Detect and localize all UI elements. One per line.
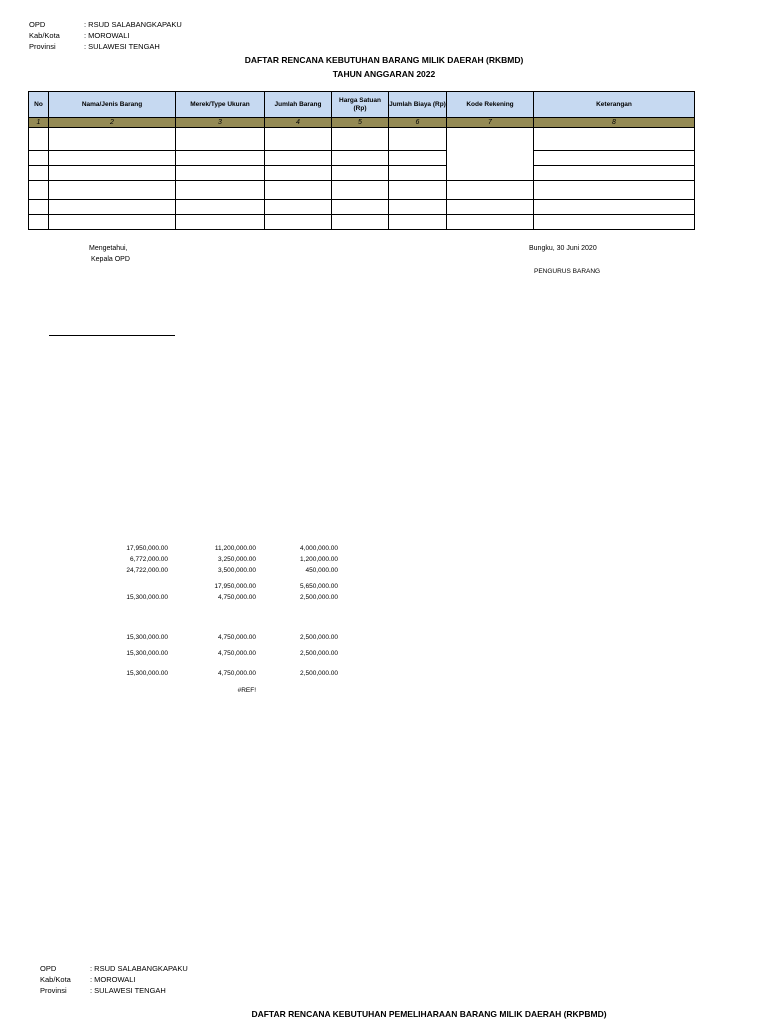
table-cell — [389, 215, 447, 230]
table-cell — [534, 200, 695, 215]
table-cell — [447, 128, 534, 181]
table-cell — [265, 181, 332, 200]
table-cell — [29, 128, 49, 151]
table-cell — [332, 166, 389, 181]
table-cell — [534, 151, 695, 166]
meta-label: OPD — [29, 20, 46, 29]
signature-line — [49, 335, 175, 336]
table-cell — [332, 151, 389, 166]
figure-value: 2,500,000.00 — [300, 650, 338, 657]
table-cell — [49, 166, 176, 181]
col-header: Keterangan — [534, 92, 695, 118]
figure-value: 24,722,000.00 — [126, 567, 168, 574]
meta-row-kabkota — [40, 974, 188, 985]
footer-meta — [40, 963, 188, 996]
table-cell — [534, 181, 695, 200]
col-number: 7 — [447, 118, 534, 128]
figure-value: 4,750,000.00 — [218, 594, 256, 601]
table-cell — [389, 200, 447, 215]
figure-value: 11,200,000.00 — [214, 545, 256, 552]
meta-value: : MOROWALI — [84, 31, 130, 40]
figure-value: 4,000,000.00 — [300, 545, 338, 552]
figure-value: 450,000.00 — [305, 567, 338, 574]
table-cell — [389, 151, 447, 166]
table-cell — [29, 181, 49, 200]
figure-value: 17,950,000.00 — [126, 545, 168, 552]
figure-value: 3,250,000.00 — [218, 556, 256, 563]
table-cell — [265, 166, 332, 181]
table-cell — [534, 128, 695, 151]
figure-value: 15,300,000.00 — [126, 594, 168, 601]
figure-value: 2,500,000.00 — [300, 670, 338, 677]
meta-value: : MOROWALI — [90, 975, 136, 984]
meta-label: Provinsi — [40, 986, 67, 995]
table-cell — [332, 215, 389, 230]
col-header: Jumlah Barang — [265, 92, 332, 118]
meta-value: : RSUD SALABANGKAPAKU — [90, 964, 188, 973]
table-row — [29, 128, 695, 151]
meta-label: OPD — [40, 964, 57, 973]
footer-title: DAFTAR RENCANA KEBUTUHAN PEMELIHARAAN BARANG MILIK DAERAH (RKPBMD) — [251, 1009, 607, 1019]
table-cell — [332, 181, 389, 200]
meta-row-provinsi — [40, 985, 188, 996]
col-header: Jumlah Biaya (Rp) — [389, 92, 447, 118]
table-cell — [389, 166, 447, 181]
ref-error: #REF! — [237, 687, 256, 694]
table-cell — [176, 181, 265, 200]
figure-value: 2,500,000.00 — [300, 594, 338, 601]
table-row — [29, 151, 695, 166]
table-cell — [332, 200, 389, 215]
col-header: Nama/Jenis Barang — [49, 92, 176, 118]
rkbmd-table — [28, 91, 695, 230]
table-cell — [389, 181, 447, 200]
table-cell — [176, 128, 265, 151]
figure-value: 15,300,000.00 — [126, 650, 168, 657]
table-cell — [29, 200, 49, 215]
col-header: Harga Satuan (Rp) — [332, 92, 389, 118]
figure-value: 17,950,000.00 — [214, 583, 256, 590]
table-cell — [332, 128, 389, 151]
table-cell — [389, 128, 447, 151]
table-cell — [534, 166, 695, 181]
meta-value: : RSUD SALABANGKAPAKU — [84, 20, 182, 29]
document-subtitle: TAHUN ANGGARAN 2022 — [332, 69, 436, 79]
document-title: DAFTAR RENCANA KEBUTUHAN BARANG MILIK DAERAH (RKBMD) — [244, 55, 524, 65]
meta-value: : SULAWESI TENGAH — [84, 42, 160, 51]
table-header-row — [29, 92, 695, 118]
table-cell — [29, 151, 49, 166]
col-header: No — [29, 92, 49, 118]
col-header: Kode Rekening — [447, 92, 534, 118]
col-header: Merek/Type Ukuran — [176, 92, 265, 118]
column-number-row — [29, 118, 695, 128]
meta-label: Kab/Kota — [40, 975, 71, 984]
table-cell — [447, 181, 534, 200]
col-number: 6 — [389, 118, 447, 128]
meta-value: : SULAWESI TENGAH — [90, 986, 166, 995]
figure-value: 5,650,000.00 — [300, 583, 338, 590]
figure-value: 3,500,000.00 — [218, 567, 256, 574]
table-cell — [49, 215, 176, 230]
table-cell — [265, 151, 332, 166]
table-cell — [49, 128, 176, 151]
table-cell — [447, 215, 534, 230]
table-row — [29, 166, 695, 181]
col-number: 3 — [176, 118, 265, 128]
table-cell — [176, 151, 265, 166]
table-cell — [534, 215, 695, 230]
table-cell — [29, 166, 49, 181]
col-number: 4 — [265, 118, 332, 128]
meta-row-kabkota — [29, 30, 182, 41]
figure-value: 4,750,000.00 — [218, 670, 256, 677]
table-cell — [265, 128, 332, 151]
meta-label: Kab/Kota — [29, 31, 60, 40]
meta-label: Provinsi — [29, 42, 56, 51]
meta-row-provinsi — [29, 41, 182, 52]
table-row — [29, 200, 695, 215]
figure-value: 4,750,000.00 — [218, 634, 256, 641]
col-number: 2 — [49, 118, 176, 128]
figure-value: 15,300,000.00 — [126, 670, 168, 677]
table-cell — [29, 215, 49, 230]
table-cell — [49, 200, 176, 215]
property-manager-label: PENGURUS BARANG — [534, 268, 601, 275]
table-cell — [49, 181, 176, 200]
figure-value: 4,750,000.00 — [218, 650, 256, 657]
table-row — [29, 181, 695, 200]
figure-value: 2,500,000.00 — [300, 634, 338, 641]
table-cell — [265, 215, 332, 230]
table-cell — [176, 215, 265, 230]
col-number: 5 — [332, 118, 389, 128]
meta-row-opd — [40, 963, 188, 974]
head-of-opd-label: Kepala OPD — [91, 256, 130, 263]
table-cell — [447, 200, 534, 215]
table-cell — [176, 200, 265, 215]
table-row — [29, 215, 695, 230]
header-meta — [29, 19, 182, 52]
table-cell — [265, 200, 332, 215]
approval-label: Mengetahui, — [89, 245, 128, 252]
table-cell — [176, 166, 265, 181]
figure-value: 6,772,000.00 — [130, 556, 168, 563]
place-date: Bungku, 30 Juni 2020 — [529, 245, 597, 252]
table-cell — [49, 151, 176, 166]
figure-value: 1,200,000.00 — [300, 556, 338, 563]
col-number: 1 — [29, 118, 49, 128]
meta-row-opd — [29, 19, 182, 30]
figure-value: 15,300,000.00 — [126, 634, 168, 641]
col-number: 8 — [534, 118, 695, 128]
